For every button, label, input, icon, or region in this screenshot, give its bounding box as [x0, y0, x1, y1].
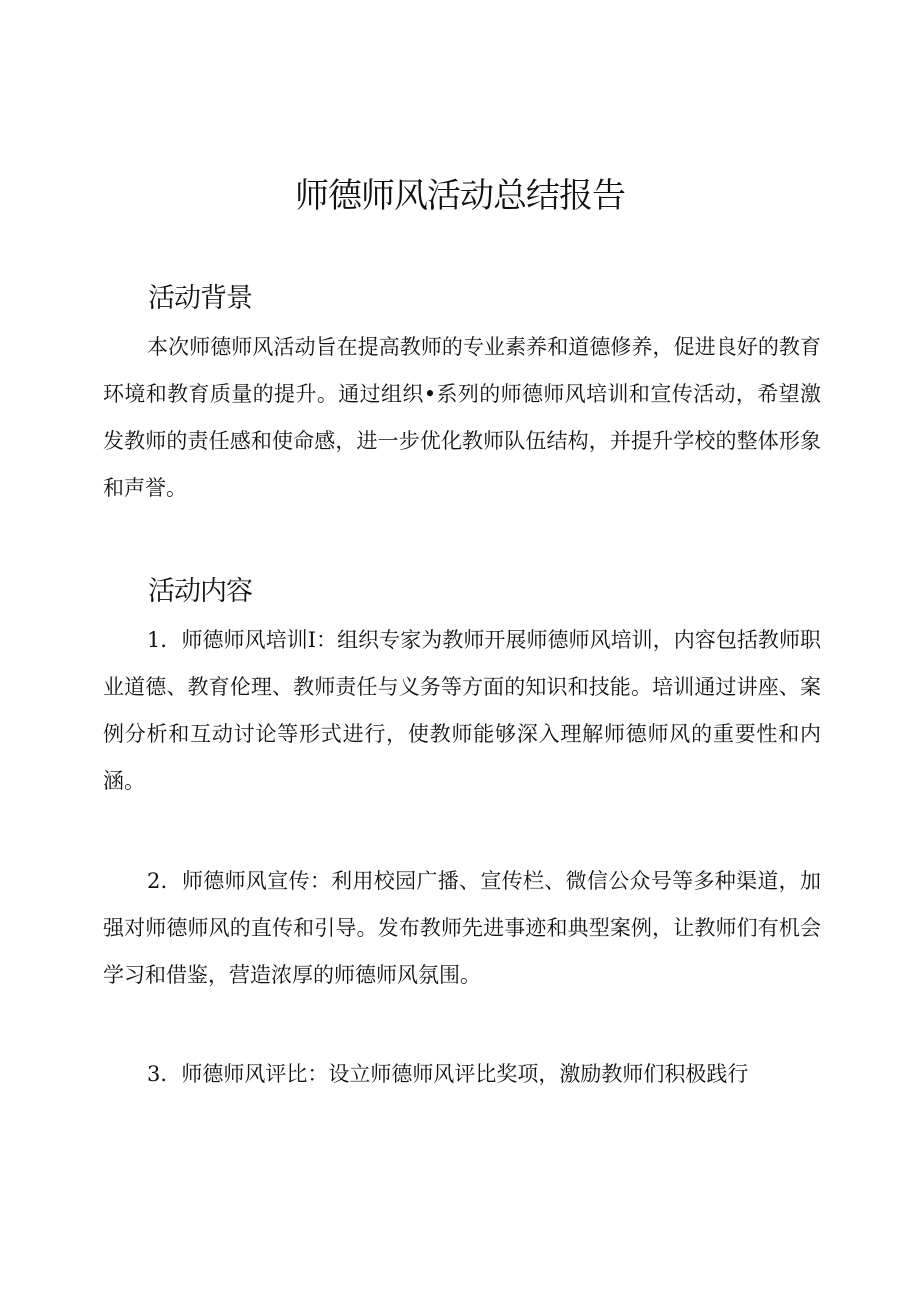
document-title: 师德师风活动总结报告: [295, 176, 625, 216]
paragraph-background: 本次师德师风活动旨在提高教师的专业素养和道德修养，促进良好的教育环境和教育质量的提升。通过组织•系列的师德师风培训和宣传活动，希望激发教师的责任感和使命感，进一步优化教师队伍结构，并提升学校的整体形象和声誉。: [103, 335, 821, 500]
section-heading-background: 活动背景: [148, 283, 252, 314]
section-heading-content: 活动内容: [148, 576, 252, 607]
paragraph-evaluation: 3．师德师风评比：设立师德师风评比奖项，激励教师们积极践行: [147, 1062, 749, 1086]
paragraph-training: 1．师德师风培训I：组织专家为教师开展师德师风培训，内容包括教师职业道德、教育伦理、教师责任与义务等方面的知识和技能。培训通过讲座、案例分析和互动讨论等形式进行，使教师能够深入理解师德师风的重要性和内涵。: [103, 628, 821, 793]
paragraph-promotion: 2．师德师风宣传：利用校园广播、宣传栏、微信公众号等多种渠道，加强对师德师风的直传和引导。发布教师先进事迹和典型案例，让教师们有机会学习和借鉴，营造浓厚的师德师风氛围。: [103, 869, 821, 987]
